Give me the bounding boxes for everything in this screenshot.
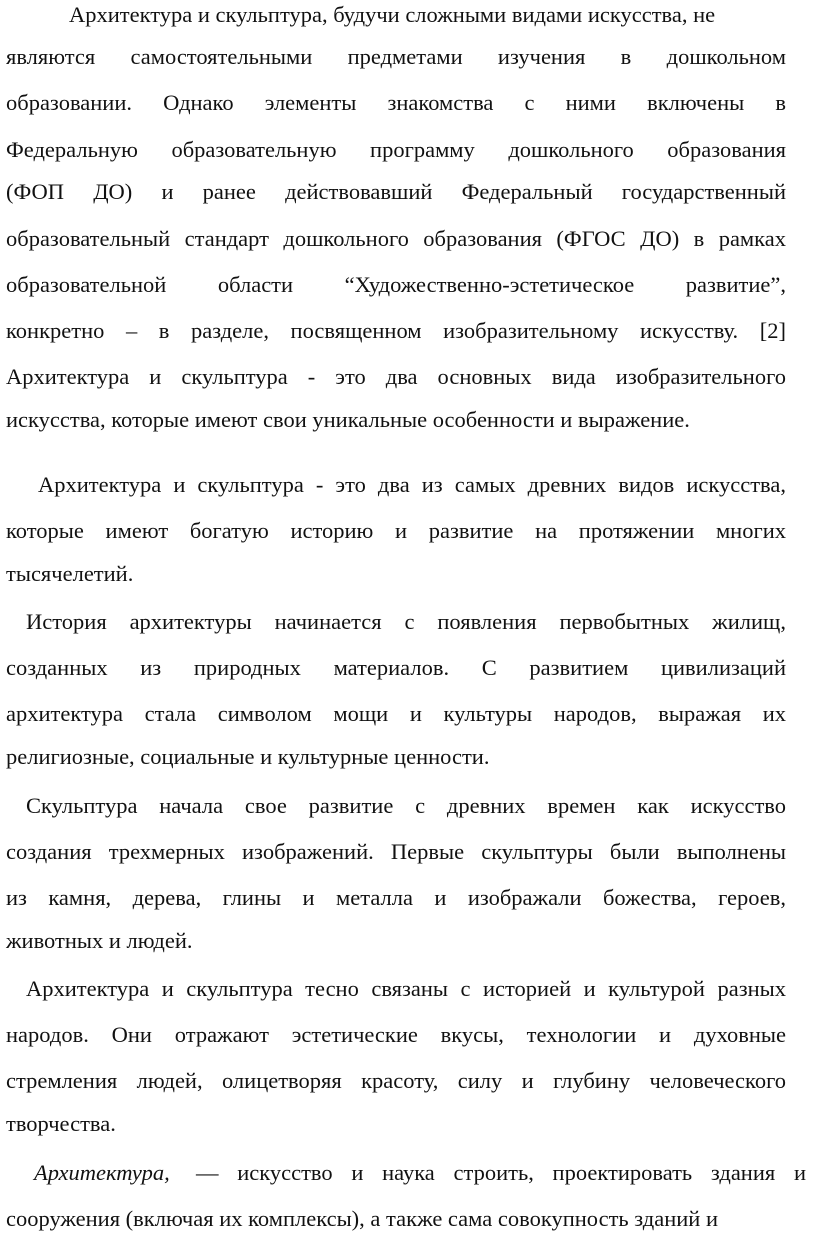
paragraph-5-line-2: народов. Они отражают эстетические вкусы, технологии и духовные [6,1022,786,1047]
paragraph-1-line-4: Федеральную образовательную программу дошкольного образования [6,137,786,162]
paragraph-1-line-2: являются самостоятельными предметами изучения в дошкольном [6,44,786,69]
paragraph-1-line-3: образовании. Однако элементы знакомства с ними включены в [6,90,786,115]
paragraph-2-line-1: Архитектура и скульптура - это два из самых древних видов искусства, [38,472,786,497]
paragraph-1-line-10: искусства, которые имеют свои уникальные особенности и выражение. [6,407,690,432]
paragraph-1-line-5: (ФОП ДО) и ранее действовавший Федеральный государственный [6,179,786,204]
paragraph-2-line-3: тысячелетий. [6,561,134,586]
paragraph-1-line-9: Архитектура и скульптура - это два основных вида изобразительного [6,364,786,389]
paragraph-5-line-4: творчества. [6,1111,116,1136]
paragraph-4-line-1: Скульптура начала свое развитие с древних времен как искусство [26,793,786,818]
paragraph-3-line-1: История архитектуры начинается с появления первобытных жилищ, [26,609,786,634]
paragraph-1-line-6: образовательный стандарт дошкольного образования (ФГОС ДО) в рамках [6,226,786,251]
definition-term: Архитектура, [34,1160,170,1185]
paragraph-1-line-8: конкретно – в разделе, посвященном изобразительному искусству. [2] [6,318,786,343]
paragraph-2-line-2: которые имеют богатую историю и развитие на протяжении многих [6,518,786,543]
paragraph-5-line-1: Архитектура и скульптура тесно связаны с историей и культурой разных [26,976,786,1001]
paragraph-5-line-3: стремления людей, олицетворяя красоту, силу и глубину человеческого [6,1068,786,1093]
paragraph-3-line-3: архитектура стала символом мощи и культуры народов, выражая их [6,701,786,726]
paragraph-1-line-1: Архитектура и скульптура, будучи сложными видами искусства, не [69,2,716,27]
paragraph-3-line-4: религиозные, социальные и культурные ценности. [6,744,490,769]
paragraph-4-line-4: животных и людей. [6,928,193,953]
paragraph-3-line-2: созданных из природных материалов. С развитием цивилизаций [6,655,786,680]
paragraph-4-line-2: создания трехмерных изображений. Первые скульптуры были выполнены [6,839,786,864]
paragraph-1-line-7: образовательной области “Художественно-эстетическое развитие”, [6,272,786,297]
paragraph-6-line-2: сооружения (включая их комплексы), а также сама совокупность зданий и [6,1206,718,1231]
paragraph-4-line-3: из камня, дерева, глины и металла и изображали божества, героев, [6,885,786,910]
paragraph-6-line-1: — искусство и наука строить, проектировать здания и [196,1160,806,1185]
